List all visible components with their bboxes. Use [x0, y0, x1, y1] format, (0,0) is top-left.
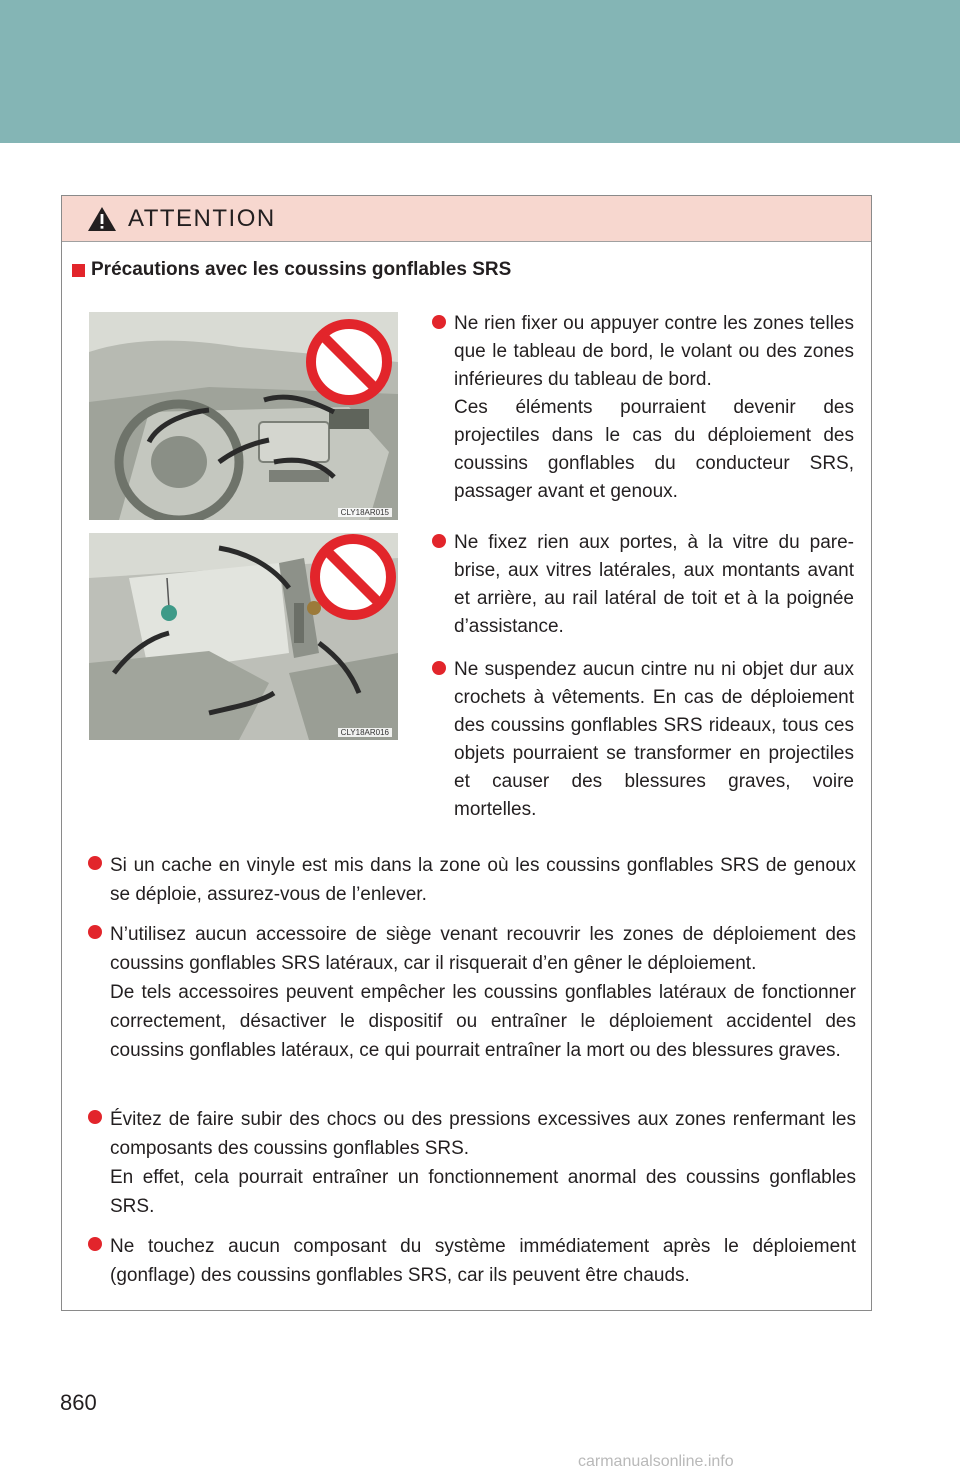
warning-triangle-icon — [86, 205, 118, 233]
red-bullet-icon — [88, 925, 102, 939]
bullet-text: Ne suspendez aucun cintre nu ni objet dur aux crochets à vêtements. En cas de déploiement des coussins gonflables SRS rideaux, tous ces objets pourraient se transformer en projectiles et causer des blessures graves, voire mortelles. — [454, 659, 854, 820]
bullet-text: En effet, cela pourrait entraîner un fonctionnement anormal des coussins gonflables SRS. — [110, 1167, 856, 1217]
right-bullet-3 — [432, 656, 854, 824]
dashboard-drawing — [89, 312, 398, 520]
list-item — [432, 310, 854, 506]
list-item — [88, 1105, 856, 1221]
red-bullet-icon — [88, 1237, 102, 1251]
bullet-text: Si un cache en vinyle est mis dans la zone où les coussins gonflables SRS de genoux se déploie, assurez-vous de l’enlever. — [110, 855, 856, 905]
red-square-icon — [72, 264, 85, 277]
wide-bullet-3 — [88, 1105, 856, 1221]
right-bullet-2 — [432, 529, 854, 641]
bullet-text: Ces éléments pourraient devenir des projectiles dans le cas du déploiement des coussins gonflables du conducteur SRS, passager avant et genoux. — [454, 397, 854, 502]
top-color-band — [0, 0, 960, 143]
image-code-2: CLY18AR016 — [338, 728, 392, 737]
red-bullet-icon — [432, 661, 446, 675]
wide-bullet-2 — [88, 920, 856, 1065]
dashboard-illustration — [89, 312, 398, 520]
section-title — [72, 259, 511, 281]
section-title-text: Précautions avec les coussins gonflables SRS — [91, 259, 512, 280]
bullet-text: De tels accessoires peuvent empêcher les coussins gonflables latéraux de fonctionner correctement, désactiver le dispositif ou entraîner le déploiement accidentel des coussins gonflables latéraux, ce qui pourrait entraîner la mort ou des blessures graves. — [110, 982, 856, 1061]
page-number: 860 — [60, 1390, 97, 1415]
bullet-text: Évitez de faire subir des chocs ou des pressions excessives aux zones renfermant les composants des coussins gonflables SRS. — [110, 1109, 856, 1159]
pillar-drawing — [89, 533, 398, 740]
red-bullet-icon — [432, 534, 446, 548]
bullet-text: Ne rien fixer ou appuyer contre les zones telles que le tableau de bord, le volant ou des zones inférieures du tableau de bord. — [454, 313, 854, 390]
red-bullet-icon — [88, 856, 102, 870]
list-item — [88, 920, 856, 1065]
bullet-text: N’utilisez aucun accessoire de siège venant recouvrir les zones de déploiement des coussins gonflables SRS latéraux, car il risquerait d’en gêner le déploiement. — [110, 924, 856, 974]
red-bullet-icon — [432, 315, 446, 329]
watermark: carmanualsonline.info — [578, 1453, 734, 1470]
right-bullet-1 — [432, 310, 854, 506]
red-bullet-icon — [88, 1110, 102, 1124]
attention-header — [62, 196, 871, 242]
pillar-illustration — [89, 533, 398, 740]
wide-bullet-4 — [88, 1232, 856, 1290]
list-item — [432, 656, 854, 824]
list-item — [88, 851, 856, 909]
bullet-text: Ne fixez rien aux portes, à la vitre du pare-brise, aux vitres latérales, aux montants avant et arrière, au rail latéral de toit et à la poignée d’assistance. — [454, 532, 854, 637]
attention-title: ATTENTION — [128, 204, 276, 232]
list-item — [432, 529, 854, 641]
bullet-text: Ne touchez aucun composant du système immédiatement après le déploiement (gonflage) des coussins gonflables SRS, car ils peuvent être chauds. — [110, 1236, 856, 1286]
list-item — [88, 1232, 856, 1290]
image-code-1: CLY18AR015 — [338, 508, 392, 517]
wide-bullet-1 — [88, 851, 856, 909]
